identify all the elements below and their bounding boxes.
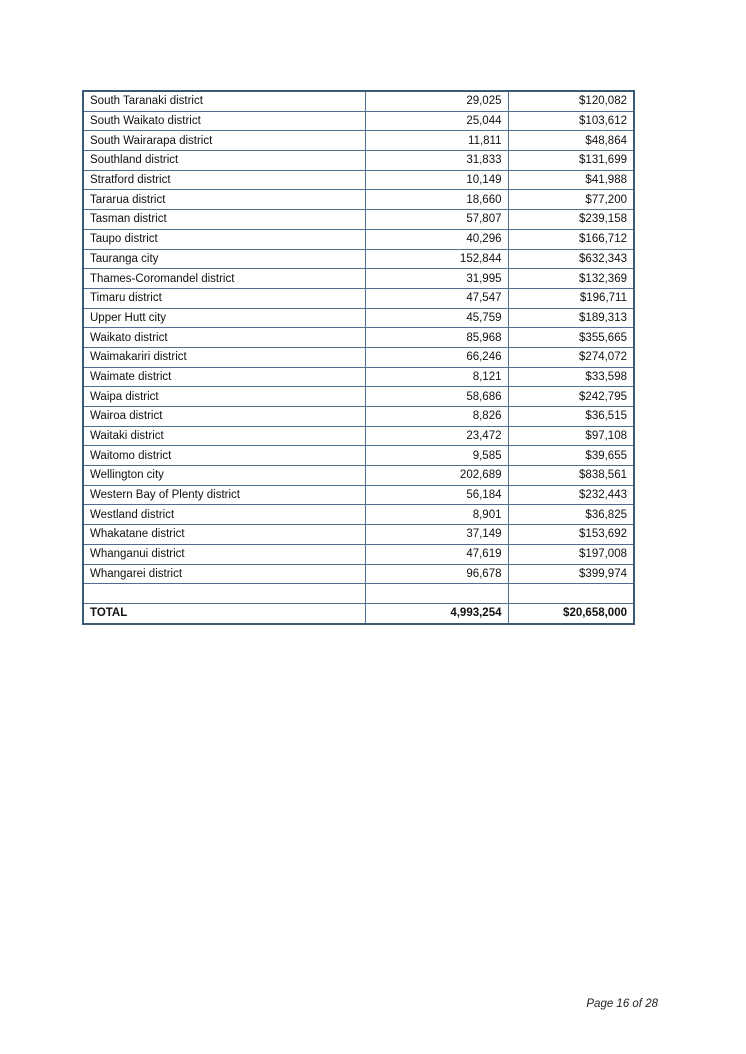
council-name-cell: Timaru district (83, 288, 365, 308)
council-name-cell: Tauranga city (83, 249, 365, 269)
amount-cell: $36,515 (508, 407, 634, 427)
amount-cell: $274,072 (508, 347, 634, 367)
table-row (83, 367, 634, 387)
amount-cell: $41,988 (508, 170, 634, 190)
amount-cell: $189,313 (508, 308, 634, 328)
council-name-cell: Waitaki district (83, 426, 365, 446)
population-cell: 66,246 (365, 347, 508, 367)
table-row (83, 249, 634, 269)
population-cell: 8,901 (365, 505, 508, 525)
population-cell: 8,121 (365, 367, 508, 387)
table-row (83, 308, 634, 328)
amount-cell: $48,864 (508, 131, 634, 151)
table-row (83, 347, 634, 367)
population-cell: 31,995 (365, 269, 508, 289)
allocation-table (82, 90, 635, 625)
council-name-cell: Waikato district (83, 328, 365, 348)
population-cell: 10,149 (365, 170, 508, 190)
blank-cell (508, 584, 634, 604)
table-row (83, 485, 634, 505)
amount-cell: $36,825 (508, 505, 634, 525)
council-name-cell: Tararua district (83, 190, 365, 210)
council-name-cell: Whakatane district (83, 525, 365, 545)
table-row (83, 525, 634, 545)
council-name-cell: Western Bay of Plenty district (83, 485, 365, 505)
table-row (83, 564, 634, 584)
table-row (83, 407, 634, 427)
council-name-cell: Westland district (83, 505, 365, 525)
table-row (83, 544, 634, 564)
council-name-cell: Waimakariri district (83, 347, 365, 367)
total-label-cell: TOTAL (83, 603, 365, 623)
amount-cell: $239,158 (508, 210, 634, 230)
table-row (83, 446, 634, 466)
table-row (83, 426, 634, 446)
council-name-cell: Upper Hutt city (83, 308, 365, 328)
amount-cell: $132,369 (508, 269, 634, 289)
council-name-cell: South Wairarapa district (83, 131, 365, 151)
population-cell: 45,759 (365, 308, 508, 328)
council-name-cell: Wellington city (83, 466, 365, 486)
council-name-cell: Thames-Coromandel district (83, 269, 365, 289)
population-cell: 31,833 (365, 151, 508, 171)
population-cell: 152,844 (365, 249, 508, 269)
table-row (83, 190, 634, 210)
amount-cell: $131,699 (508, 151, 634, 171)
amount-cell: $97,108 (508, 426, 634, 446)
amount-cell: $242,795 (508, 387, 634, 407)
council-name-cell: South Taranaki district (83, 91, 365, 111)
table-row (83, 210, 634, 230)
table-row (83, 91, 634, 111)
population-cell: 37,149 (365, 525, 508, 545)
amount-cell: $355,665 (508, 328, 634, 348)
amount-cell: $33,598 (508, 367, 634, 387)
allocation-table-body (83, 91, 634, 624)
council-name-cell: Southland district (83, 151, 365, 171)
population-cell: 9,585 (365, 446, 508, 466)
amount-cell: $103,612 (508, 111, 634, 131)
table-row (83, 505, 634, 525)
population-cell: 96,678 (365, 564, 508, 584)
amount-cell: $120,082 (508, 91, 634, 111)
population-cell: 23,472 (365, 426, 508, 446)
council-name-cell: Tasman district (83, 210, 365, 230)
population-cell: 56,184 (365, 485, 508, 505)
blank-row (83, 584, 634, 604)
amount-cell: $77,200 (508, 190, 634, 210)
table-row (83, 131, 634, 151)
population-cell: 18,660 (365, 190, 508, 210)
blank-cell (83, 584, 365, 604)
population-cell: 47,619 (365, 544, 508, 564)
population-cell: 47,547 (365, 288, 508, 308)
table-row (83, 151, 634, 171)
population-cell: 25,044 (365, 111, 508, 131)
population-cell: 85,968 (365, 328, 508, 348)
table-row (83, 387, 634, 407)
total-amount-cell: $20,658,000 (508, 603, 634, 623)
amount-cell: $39,655 (508, 446, 634, 466)
amount-cell: $232,443 (508, 485, 634, 505)
population-cell: 202,689 (365, 466, 508, 486)
council-name-cell: South Waikato district (83, 111, 365, 131)
council-name-cell: Whangarei district (83, 564, 365, 584)
table-row (83, 328, 634, 348)
council-name-cell: Wairoa district (83, 407, 365, 427)
total-population-cell: 4,993,254 (365, 603, 508, 623)
council-name-cell: Waitomo district (83, 446, 365, 466)
population-cell: 29,025 (365, 91, 508, 111)
amount-cell: $632,343 (508, 249, 634, 269)
total-row (83, 603, 634, 623)
population-cell: 8,826 (365, 407, 508, 427)
council-name-cell: Stratford district (83, 170, 365, 190)
table-row (83, 170, 634, 190)
table-row (83, 229, 634, 249)
table-row (83, 288, 634, 308)
amount-cell: $197,008 (508, 544, 634, 564)
population-cell: 57,807 (365, 210, 508, 230)
table-row (83, 466, 634, 486)
amount-cell: $196,711 (508, 288, 634, 308)
population-cell: 58,686 (365, 387, 508, 407)
council-name-cell: Whanganui district (83, 544, 365, 564)
council-name-cell: Waimate district (83, 367, 365, 387)
population-cell: 40,296 (365, 229, 508, 249)
table-row (83, 111, 634, 131)
table-row (83, 269, 634, 289)
council-name-cell: Waipa district (83, 387, 365, 407)
population-cell: 11,811 (365, 131, 508, 151)
amount-cell: $399,974 (508, 564, 634, 584)
blank-cell (365, 584, 508, 604)
amount-cell: $153,692 (508, 525, 634, 545)
amount-cell: $166,712 (508, 229, 634, 249)
council-name-cell: Taupo district (83, 229, 365, 249)
amount-cell: $838,561 (508, 466, 634, 486)
page-number: Page 16 of 28 (586, 998, 658, 1010)
